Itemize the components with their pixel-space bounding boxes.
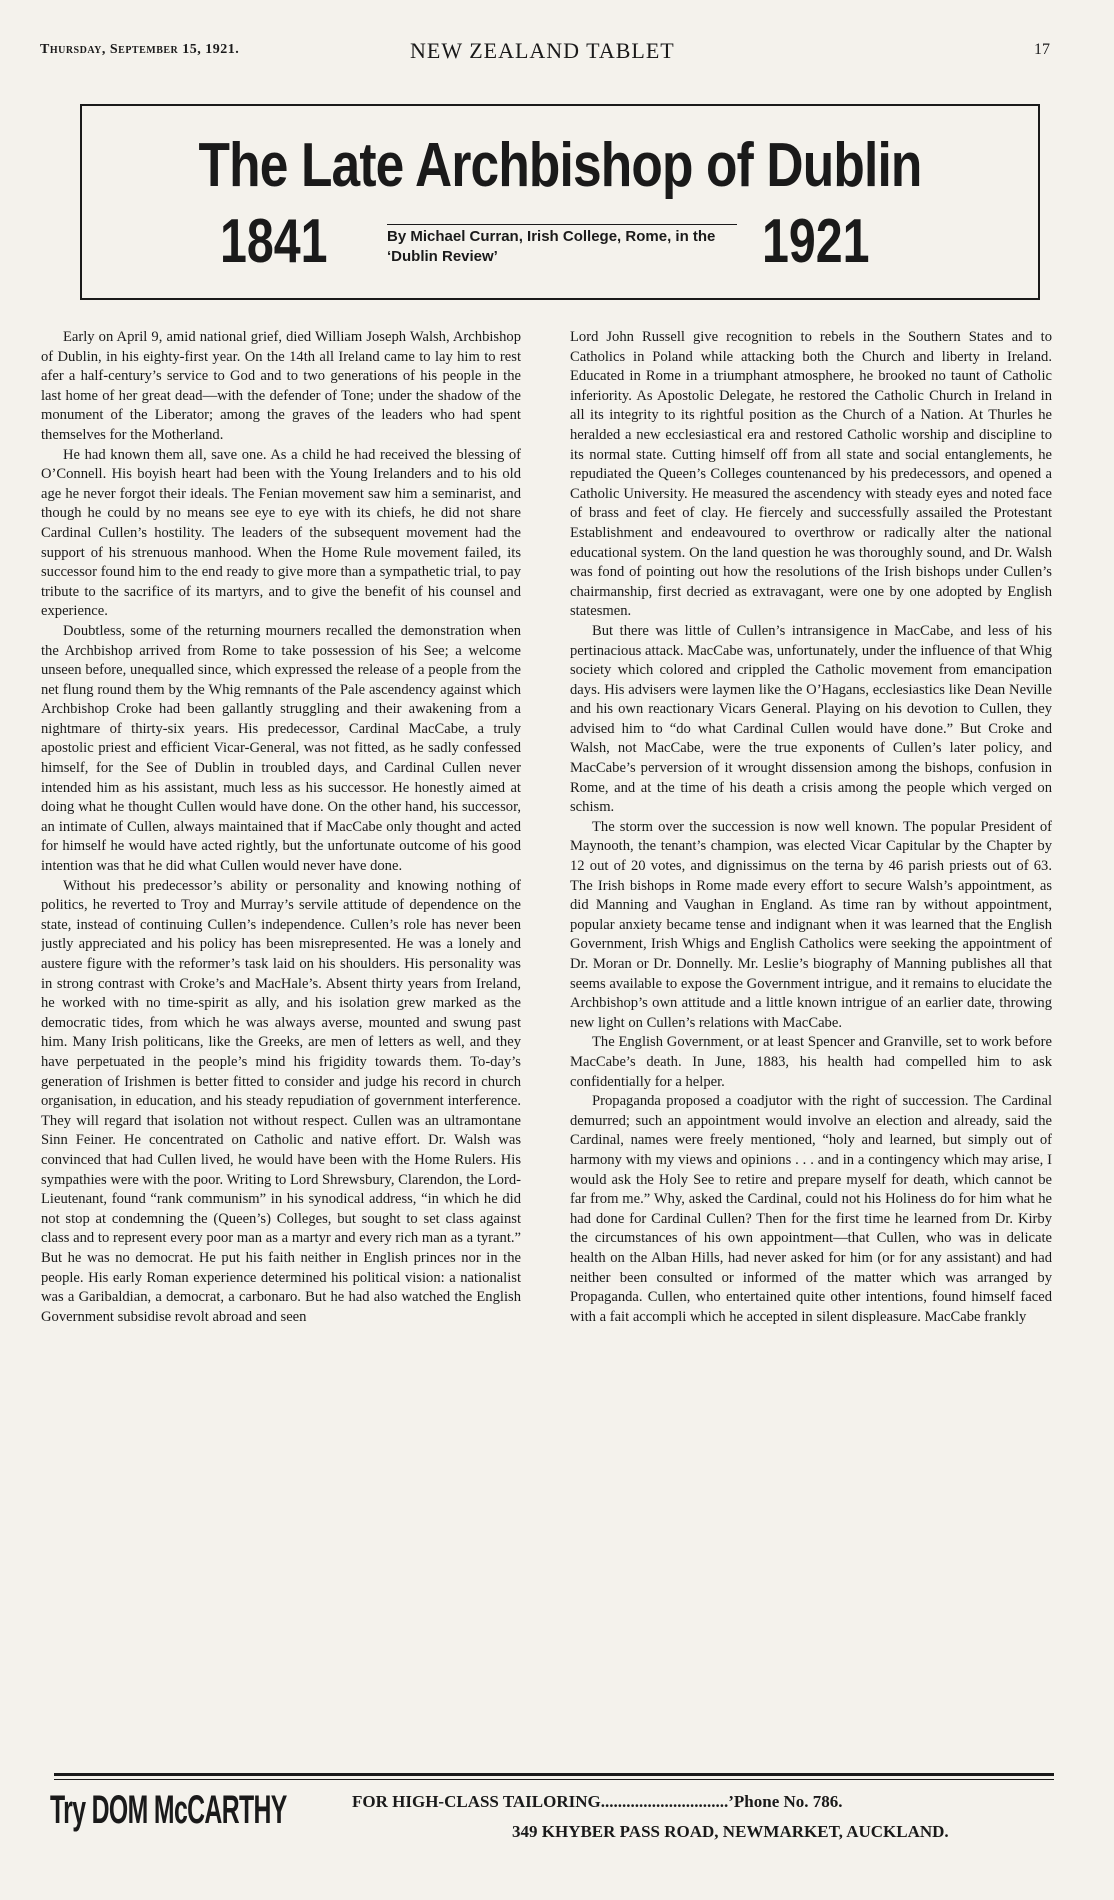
paragraph: He had known them all, save one. As a child he had received the blessing of O’Connell. His boyish heart had been with the Young Irelanders and to his old age he never forgot their ideals. The Fenian movement saw him a seminarist, and though he could by no means see eye to eye with its chiefs, he did not share Cardinal Cullen’s hostility. The leaders of the subsequent movement had the support of his strenuous manhood. When the Home Rule movement failed, its successor found him to the end ready to give more than a sympathetic trial, to pay tribute to the sacrifice of its martyrs, and to give the benefit of his counsel and experience.: [41, 446, 521, 620]
article-byline: By Michael Curran, Irish College, Rome, in the ‘Dublin Review’: [387, 224, 737, 267]
paragraph: The storm over the succession is now well known. The popular President of Maynooth, the tenant’s champion, was elected Vicar Capitular by the Chapter by 12 out of 20 votes, and dignissimus on the terna by 46 parish priests out of 63. The Irish bishops in Rome made every effort to secure Walsh’s appointment, as did Manning and Vaughan in England. As time ran by without appointment, popular anxiety became tense and indignant when it was learned that the English Government, Irish Whigs and English Catholics were seeking the appointment of Dr. Moran or Dr. Donnelly. Mr. Leslie’s biography of Manning publishes all that seems available to expose the Government intrigue, and it remains to elucidate the Archbishop’s own attitude and a little known intrigue of an earlier date, throwing new light on Cullen’s relations with MacCabe.: [570, 818, 1052, 1031]
page-number: 17: [1034, 41, 1050, 58]
running-head: [40, 38, 1050, 64]
divider-rule: [54, 1779, 1054, 1780]
paragraph: Doubtless, some of the returning mourners recalled the demonstration when the Archbishop arrived from Rome to take possession of his See; a welcome unseen before, unequalled since, which expressed the release of a people from the net flung round them by the Whig remnants of the Pale ascendency against which Archbishop Croke had been gallantly struggling and their awakening from a nightmare of thirty-six years. His predecessor, Cardinal MacCabe, a truly apostolic priest and efficient Vicar-General, was not fitted, as he sadly confessed himself, for the See of Dublin in troubled days, and Cardinal Cullen never intended him as his assistant, much less as his successor. He honestly aimed at doing what he thought Cullen would have done. On the other hand, his successor, an intimate of Cullen, always maintained that if MacCabe only thought and acted for himself he would have acted rightly, but the unfortunate outcome of his good intention was that he did what Cullen would never have done.: [41, 622, 521, 875]
issue-date: Thursday, September 15, 1921.: [40, 42, 240, 57]
paragraph: Without his predecessor’s ability or personality and knowing nothing of politics, he reverted to Troy and Murray’s servile attitude of dependence on the state, instead of continuing Cullen’s independence. Cullen’s role has never been justly appreciated and his policy has been misrepresented. He was a lonely and austere figure with the reformer’s task laid on his shoulders. His personality was in strong contrast with Croke’s and MacHale’s. Absent thirty years from Ireland, he worked with no time-spirit as ally, and his isolation grew marked as the democratic tides, from which he was always averse, mounted and swung past him. Many Irish politicans, like the Greeks, are men of letters as well, and they have perpetuated in the people’s mind his frigidity towards them. To-day’s generation of Irishmen is better fitted to consider and judge his record in church organisation, in education, and his steady repudiation of government interference. They will regard that isolation not without respect. Cullen was an ultramontane Sinn Feiner. He concentrated on Catholic and native effort. Dr. Walsh was convinced that had Cullen lived, he would have been with the Home Rulers. His sympathies were with the poor. Writing to Lord Shrewsbury, Clarendon, the Lord-Lieutenant, found “rank communism” in his synodical address, “in which he did not stop at condemning the (Queen’s) Colleges, but sought to set class against class and to represent every poor man as a martyr and every rich man as a tyrant.” But he was no democrat. He put his faith neither in English princes nor in the people. His early Roman experience determined his political vision: a nationalist was a Garibaldian, a democrat, a carbonaro. But he had also watched the English Government subsidise revolt abroad and seen: [41, 877, 521, 1325]
article-column-left: [41, 328, 521, 1748]
ad-text: FOR HIGH-CLASS TAILORING..............................’Phone No. 786.: [352, 1792, 843, 1811]
paragraph: Lord John Russell give recognition to rebels in the Southern States and to Catholics in Poland while attacking both the Church and liberty in Ireland. Educated in Rome in a triumphant atmosphere, he brooked no taunt of Catholic inferiority. As Apostolic Delegate, he restored the Catholic Church in Ireland in all its integrity to its rightful position as the Church of a Nation. At Thurles he heralded a new ecclesiastical era and restored Catholic worship and discipline to its normal state. Cutting himself off from all state and social entanglements, he repudiated the Queen’s Colleges countenanced by his predecessors, and opened a Catholic University. He measured the ascendency with steady eyes and noted face of brass and feet of clay. He fiercely and successfully assailed the Protestant Establishment and endeavoured to overthrow or radically alter the national educational system. On the land question he was thoroughly sound, and Dr. Walsh was fond of pointing out how the resolutions of the Irish bishops under Cullen’s chairmanship, first decried as extravagant, were one by one adopted by English statesmen.: [570, 329, 1052, 620]
divider-rule: [54, 1773, 1054, 1776]
paragraph: The English Government, or at least Spencer and Granville, set to work before MacCabe’s death. In June, 1883, his health had compelled him to ask confidentially for a helper.: [570, 1034, 1052, 1090]
article-title: The Late Archbishop of Dublin: [198, 131, 922, 200]
ad-brand: Try DOM McCARTHY: [50, 1788, 287, 1832]
publication-name: NEW ZEALAND TABLET: [410, 38, 675, 63]
article-column-right: [570, 328, 1052, 1748]
paragraph: Early on April 9, amid national grief, died William Joseph Walsh, Archbishop of Dublin, in his eighty-first year. On the 14th all Ireland came to lay him to rest afer a half-century’s service to God and to two generations of his people in the last home of her great dead—with the defender of Tone; under the shadow of the monument of the Liberator; among the graves of the leaders who had spent themselves for the Motherland.: [41, 329, 521, 443]
article-title-box: [80, 104, 1040, 300]
death-year: 1921: [762, 207, 870, 276]
paragraph: Propaganda proposed a coadjutor with the right of succession. The Cardinal demurred; such an appointment would involve an election and already, said the Cardinal, names were freely mentioned, “holy and learned, but simply out of harmony with my views and opinions . . . and in a contingency which may arise, I would ask the Holy See to retire and prepare myself for death, which cannot be far from me.” Why, asked the Cardinal, could not his Holiness do for him what he had done for Cardinal Cullen? Then for the first time he learned from Dr. Kirby the circumstances of his own appointment—that Cullen, who was in delicate health on the Alban Hills, had never asked for him (or for any assistant) and had neither been consulted or informed of the matter which was arranged by Propaganda. Cullen, who entertained quite other intentions, found himself faced with a fait accompli which he accepted in silent displeasure. MacCabe frankly: [570, 1093, 1052, 1325]
ad-address: 349 KHYBER PASS ROAD, NEWMARKET, AUCKLAND.: [512, 1822, 949, 1841]
paragraph: But there was little of Cullen’s intransigence in MacCabe, and less of his pertinacious attack. MacCabe was, unfortunately, under the influence of that Whig society which colored and crippled the Catholic movement from emancipation days. His advisers were laymen like the O’Hagans, ecclesiastics like Dean Neville and his own reactionary Vicars General. Playing on his devotion to Cullen, they advised him to “do what Cardinal Cullen would have done.” But Croke and Walsh, not MacCabe, were the true exponents of Cullen’s later policy, and MacCabe’s perversion of it wrought dissension among the bishops, confusion in Rome, and at the time of his death a crisis among the people which verged on schism.: [570, 622, 1052, 816]
birth-year: 1841: [220, 207, 328, 276]
